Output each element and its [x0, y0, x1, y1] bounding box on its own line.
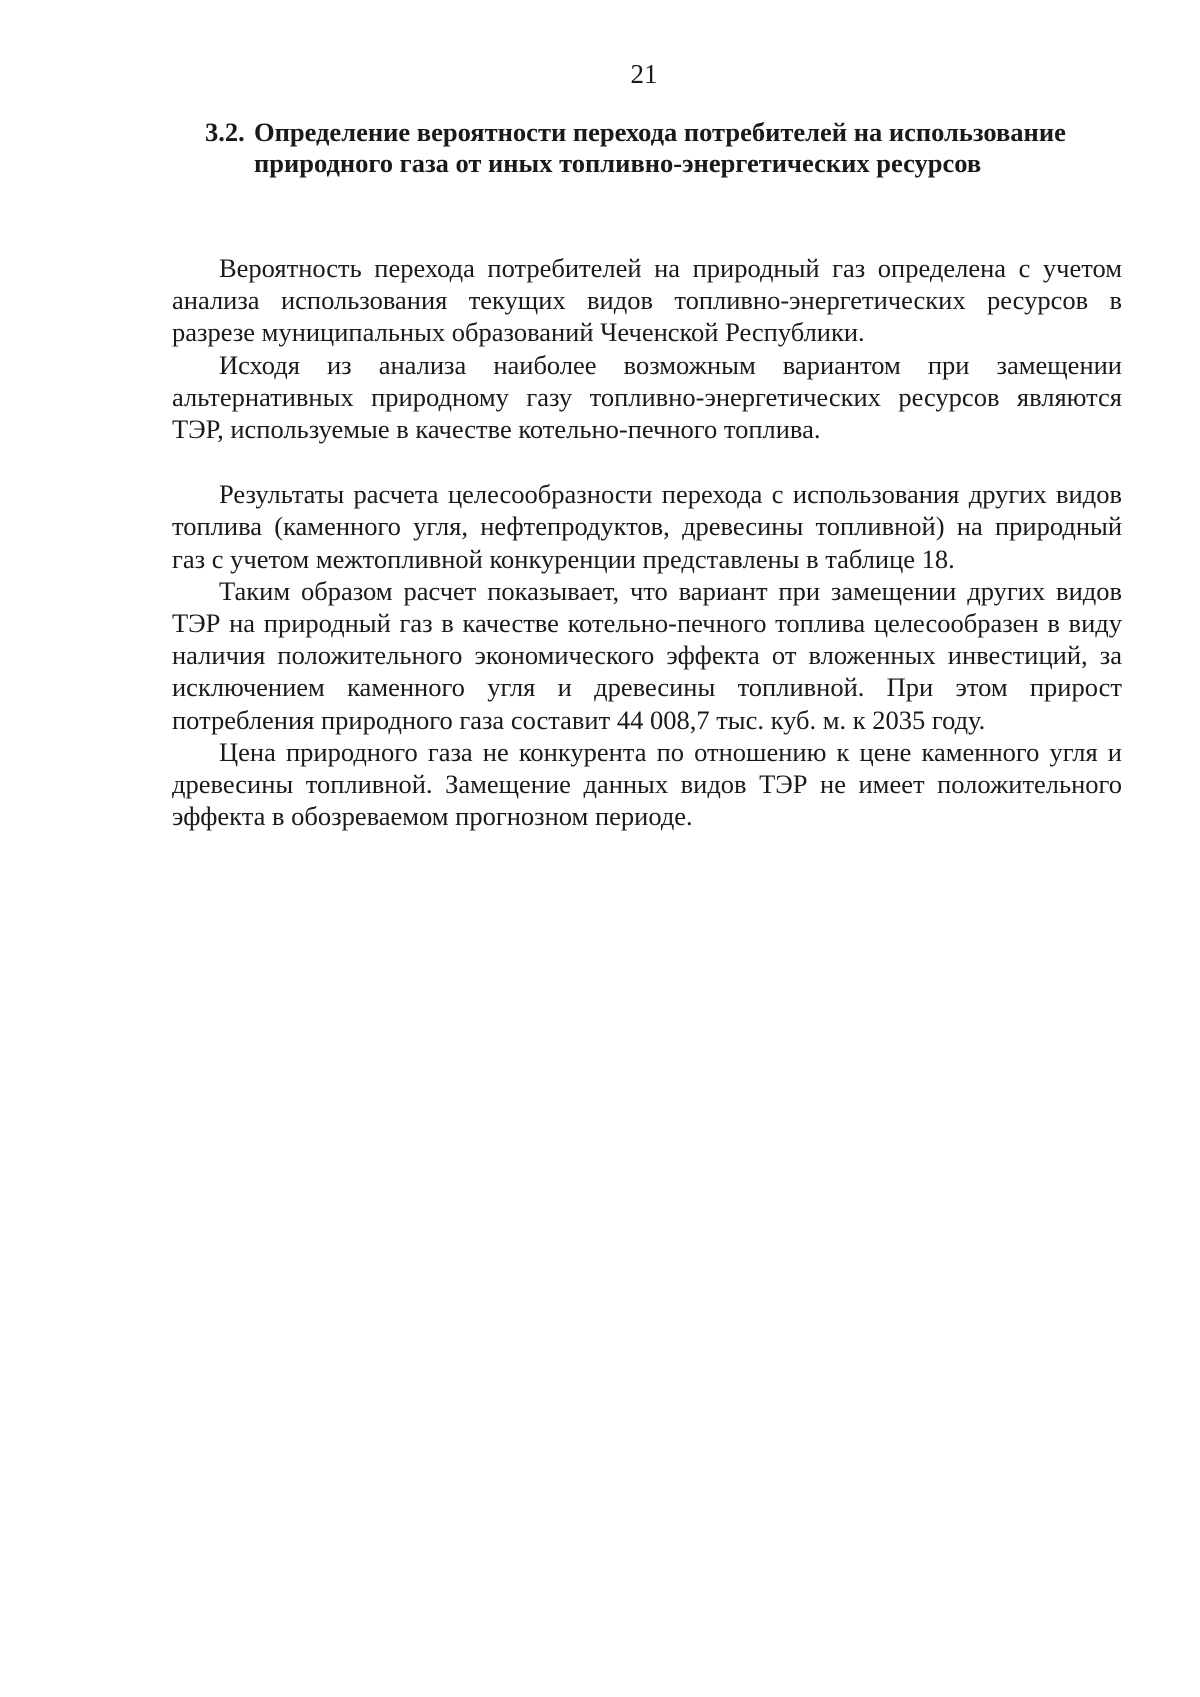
section-heading: [205, 117, 1125, 179]
paragraph-gap: [172, 445, 1122, 478]
page-number: 21: [630, 59, 658, 89]
paragraph: Вероятность перехода потребителей на природный газ определена с учетом анализа использования текущих видов топливно-энергетических ресурсов в разрезе муниципальных образований Чеченской Республики.: [172, 253, 1122, 348]
section-title: Определение вероятности перехода потребителей на использование природного газа от иных топливно-энергетических ресурсов: [254, 117, 1066, 178]
section-number: 3.2.: [205, 117, 245, 147]
paragraph: Цена природного газа не конкурента по отношению к цене каменного угля и древесины топливной. Замещение данных видов ТЭР не имеет положительного эффекта в обозреваемом прогнозном периоде.: [172, 736, 1122, 832]
paragraph: Таким образом расчет показывает, что вариант при замещении других видов ТЭР на природный газ в качестве котельно-печного топлива целесообразен в виду наличия положительного экономического эффекта от вложенных инвестиций, за исключением каменного угля и древесины топливной. При этом прирост потребления природного газа составит 44 008,7 тыс. куб. м. к 2035 году.: [172, 575, 1122, 735]
paragraph: Исходя из анализа наиболее возможным вариантом при замещении альтернативных природному газу топливно-энергетических ресурсов являются ТЭР, используемые в качестве котельно-печного топлива.: [172, 349, 1122, 445]
paragraph: Результаты расчета целесообразности перехода с использования других видов топлива (каменного угля, нефтепродуктов, древесины топливной) на природный газ с учетом межтопливной конкуренции представлены в таблице 18.: [172, 479, 1122, 574]
document-body: [172, 252, 1122, 832]
